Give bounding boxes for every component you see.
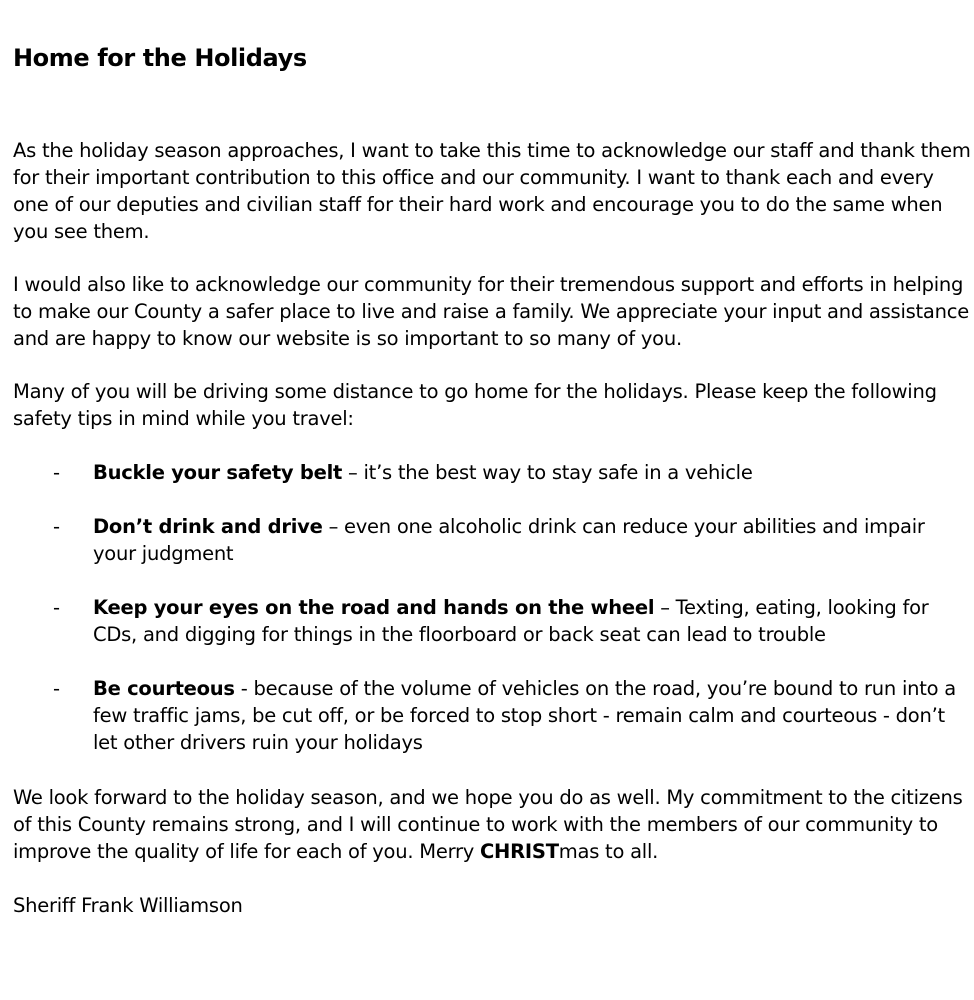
safety-tip-eyes-on-road bbox=[13, 594, 971, 648]
closing-text: We look forward to the holiday season, and we hope you do as well. My commitment to the citizens of this County remains strong, and I will continue to work with the members of our community to improve the quality of life for each of you. Merry bbox=[13, 786, 963, 863]
safety-tips-list bbox=[13, 459, 971, 783]
tip-text: - because of the volume of vehicles on the road, you’re bound to run into a few traffic jams, be cut off, or be forced to stop short - remain calm and courteous - don’t let other drivers ruin your holidays bbox=[93, 677, 956, 754]
letter-title: Home for the Holidays bbox=[13, 44, 307, 72]
paragraph-community-thanks: I would also like to acknowledge our community for their tremendous support and efforts in helping to make our County a safer place to live and raise a family. We appreciate your input and assistance and are happy to know our website is so important to so many of you. bbox=[13, 273, 969, 350]
tip-text: – Texting, eating, looking for CDs, and digging for things in the floorboard or back seat can lead to trouble bbox=[93, 596, 929, 646]
paragraph-staff-thanks: As the holiday season approaches, I want to take this time to acknowledge our staff and thank them for their important contribution to this office and our community. I want to thank each and every one of our deputies and civilian staff for their hard work and encourage you to do the same when you see them. bbox=[13, 139, 971, 243]
safety-tip-courteous bbox=[13, 675, 971, 756]
tip-text: – even one alcoholic drink can reduce your abilities and impair your judgment bbox=[93, 515, 925, 565]
paragraph-closing bbox=[13, 784, 971, 865]
tip-bullet: - bbox=[53, 461, 60, 484]
closing-text-end: mas to all. bbox=[558, 840, 659, 863]
tip-text: – it’s the best way to stay safe in a vehicle bbox=[342, 461, 753, 484]
safety-tip-no-drink-driving bbox=[13, 513, 971, 567]
closing-emphasis: CHRIST bbox=[480, 840, 559, 863]
tip-heading: Don’t drink and drive bbox=[93, 515, 323, 538]
paragraph-travel-intro: Many of you will be driving some distance to go home for the holidays. Please keep the following safety tips in mind while you travel: bbox=[13, 380, 937, 430]
safety-tip-seatbelt bbox=[13, 459, 971, 486]
tip-heading: Keep your eyes on the road and hands on the wheel bbox=[93, 596, 655, 619]
tip-bullet: - bbox=[53, 596, 60, 619]
tip-heading: Be courteous bbox=[93, 677, 235, 700]
tip-bullet: - bbox=[53, 515, 60, 538]
signature: Sheriff Frank Williamson bbox=[13, 894, 243, 917]
tip-heading: Buckle your safety belt bbox=[93, 461, 343, 484]
tip-bullet: - bbox=[53, 677, 60, 700]
